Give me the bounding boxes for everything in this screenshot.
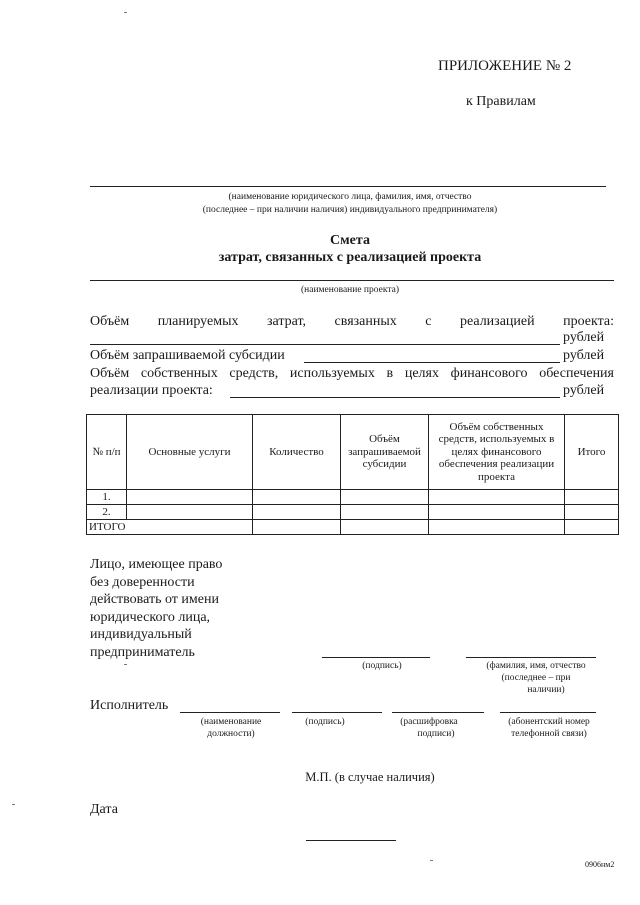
subsidy-line (304, 362, 560, 363)
authorized-person-line: без доверенности (90, 574, 195, 590)
table-cell (127, 490, 253, 505)
executor-signature-caption: (подпись) (305, 717, 345, 727)
own-funds-label-1: Объём собственных средств, используемых в целях финансового обеспечения (90, 366, 614, 381)
row-number: 1. (87, 490, 127, 505)
document-subtitle: затрат, связанных с реализацией проекта (218, 250, 482, 265)
col-header-total: Итого (565, 415, 619, 490)
authorized-person-line: юридического лица, (90, 609, 211, 625)
authorized-person-block (90, 556, 222, 661)
table-total-row (87, 520, 619, 535)
planned-costs-label: Объём планируемых затрат, связанных с реализацией проекта: (90, 314, 614, 329)
executor-phone-caption (494, 716, 604, 740)
executor-phone-line (500, 712, 596, 713)
authorized-person-line: предприниматель (90, 644, 195, 660)
appendix-number: ПРИЛОЖЕНИЕ № 2 (438, 58, 572, 74)
planned-costs-line (90, 344, 560, 345)
col-header-number: № п/п (87, 415, 127, 490)
table-cell (253, 505, 341, 520)
scan-speck (12, 804, 15, 805)
table-cell (341, 490, 429, 505)
table-row (87, 490, 619, 505)
person-signature-line (322, 657, 430, 658)
executor-position-line (180, 712, 280, 713)
table-cell (341, 505, 429, 520)
own-funds-label-2: реализации проекта: (90, 383, 213, 398)
scan-speck (124, 12, 127, 13)
table-cell (253, 490, 341, 505)
table-cell (341, 520, 429, 535)
table-header-row (87, 415, 619, 490)
row-number: 2. (87, 505, 127, 520)
document-title: Смета (330, 233, 370, 248)
col-header-subsidy: Объём запрашиваемой субсидии (341, 415, 429, 490)
table-cell (429, 505, 565, 520)
own-funds-line (230, 397, 560, 398)
date-label: Дата (90, 802, 118, 817)
executor-decode-caption-1: (расшифровка (400, 717, 458, 727)
scan-speck (430, 860, 433, 861)
table-cell (253, 520, 341, 535)
cost-estimate-table (86, 414, 619, 535)
table-cell (565, 505, 619, 520)
authorized-person-line: действовать от имени (90, 592, 219, 607)
project-caption: (наименование проекта) (300, 285, 399, 295)
table-cell (565, 490, 619, 505)
table-row (87, 505, 619, 520)
person-name-caption-2: (последнее – при (501, 673, 571, 683)
total-label: ИТОГО (87, 520, 253, 535)
executor-label: Исполнитель (90, 698, 169, 713)
col-header-services: Основные услуги (127, 415, 253, 490)
executor-position-caption-2: должности) (207, 729, 255, 739)
executor-decode-line (392, 712, 484, 713)
executor-position-caption-1: (наименование (200, 717, 262, 727)
applicant-name-line (90, 186, 606, 187)
executor-decode-caption-2: подписи) (417, 729, 455, 739)
person-name-caption-1: (фамилия, имя, отчество (486, 661, 586, 671)
subsidy-rubles: рублей (563, 348, 605, 363)
document-code: 0906нм2 (585, 860, 615, 869)
own-funds-rubles: рублей (563, 383, 605, 398)
executor-position-caption (186, 716, 276, 740)
person-name-line (466, 657, 596, 658)
table-cell (429, 490, 565, 505)
authorized-person-line: Лицо, имеющее право (90, 557, 223, 572)
date-line (306, 840, 396, 841)
scan-speck (124, 664, 127, 665)
col-header-own-funds: Объём собственных средств, используемых в целях финансового обеспечения реализации проекта (429, 415, 565, 490)
executor-decode-caption (384, 716, 474, 740)
rules-reference: к Правилам (466, 94, 536, 109)
table-cell (565, 520, 619, 535)
table-cell (127, 505, 253, 520)
table-cell (429, 520, 565, 535)
subsidy-label: Объём запрашиваемой субсидии (90, 348, 285, 363)
applicant-caption-1: (наименование юридического лица, фамилия, имя, отчество (228, 192, 472, 202)
project-name-line (90, 280, 614, 281)
authorized-person-line: индивидуальный (90, 627, 192, 642)
person-signature-caption: (подпись) (362, 661, 402, 671)
seal-note: М.П. (в случае наличия) (305, 770, 435, 784)
col-header-quantity: Количество (253, 415, 341, 490)
executor-phone-caption-2: телефонной связи) (511, 729, 587, 739)
planned-rubles: рублей (563, 330, 605, 345)
executor-phone-caption-1: (абонентский номер (508, 717, 590, 727)
person-name-caption-3: наличии) (527, 685, 565, 695)
executor-signature-line (292, 712, 382, 713)
applicant-caption-2: (последнее – при наличии наличия) индивидуального предпринимателя) (202, 205, 498, 215)
